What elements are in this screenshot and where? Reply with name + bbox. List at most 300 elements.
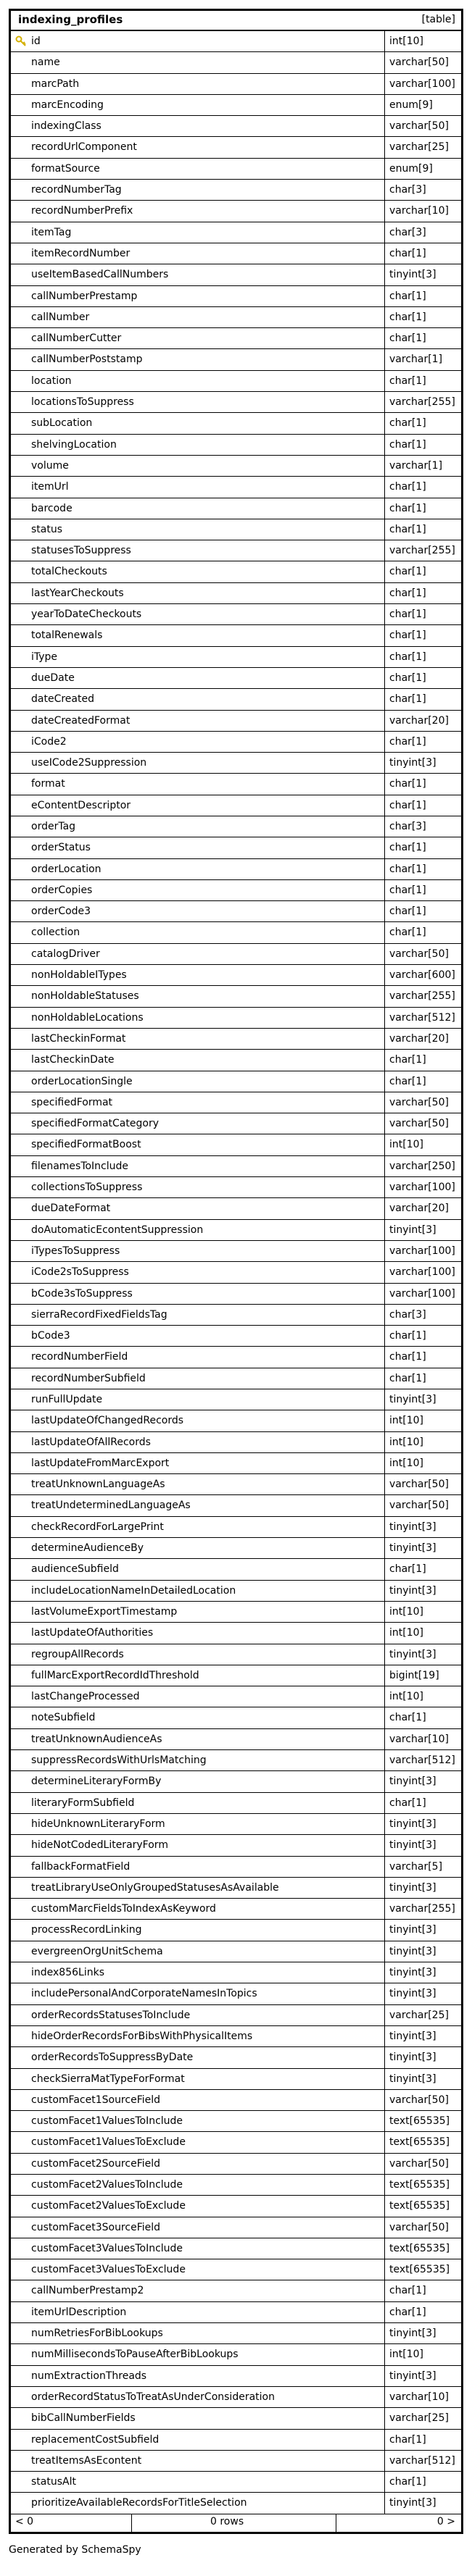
column-type: char[1] <box>389 2476 426 2488</box>
column-name[interactable]: suppressRecordsWithUrlsMatching <box>11 1750 385 1770</box>
column-name[interactable]: volume <box>11 456 385 476</box>
table-row <box>11 625 461 646</box>
column-type: varchar[100] <box>389 1287 455 1300</box>
column-name[interactable]: customFacet2ValuesToInclude <box>11 2175 385 2195</box>
column-name[interactable]: recordNumberField <box>11 1347 385 1367</box>
column-name[interactable]: hideUnknownLiteraryForm <box>11 1814 385 1834</box>
table-row <box>11 1899 461 1920</box>
table-row <box>11 774 461 795</box>
table-row <box>11 1581 461 1602</box>
column-name[interactable]: index856Links <box>11 1962 385 1983</box>
column-name[interactable]: iTypesToSuppress <box>11 1241 385 1261</box>
table-row <box>11 1707 461 1728</box>
column-name[interactable]: barcode <box>11 498 385 519</box>
column-name[interactable]: totalCheckouts <box>11 561 385 582</box>
table-row <box>11 74 461 95</box>
column-type: char[1] <box>389 587 426 599</box>
column-type: tinyint[3] <box>389 1776 436 1788</box>
column-name[interactable]: lastUpdateOfAuthorities <box>11 1623 385 1643</box>
table-row <box>11 159 461 180</box>
column-type: varchar[100] <box>389 1182 455 1194</box>
column-type: tinyint[3] <box>389 1818 436 1830</box>
column-name[interactable]: marcEncoding <box>11 95 385 115</box>
column-name[interactable]: location <box>11 371 385 391</box>
column-name[interactable]: checkRecordForLargePrint <box>11 1517 385 1537</box>
column-type: varchar[255] <box>389 545 455 557</box>
table-row <box>11 965 461 986</box>
column-type: varchar[100] <box>389 1266 455 1279</box>
column-name[interactable]: iCode2 <box>11 732 385 752</box>
column-name[interactable]: dateCreatedFormat <box>11 711 385 731</box>
column-name[interactable]: bCode3sToSuppress <box>11 1284 385 1304</box>
column-type: char[1] <box>389 1372 426 1384</box>
table-row <box>11 1305 461 1326</box>
table-row <box>11 1538 461 1559</box>
column-type: varchar[50] <box>389 57 449 69</box>
table-row <box>11 243 461 264</box>
column-name[interactable]: checkSierraMatTypeForFormat <box>11 2069 385 2089</box>
table-row <box>11 859 461 880</box>
table-row <box>11 2238 461 2259</box>
table-row <box>11 1368 461 1389</box>
column-type: enum[9] <box>389 162 433 175</box>
column-name[interactable]: format <box>11 774 385 794</box>
column-name[interactable]: subLocation <box>11 413 385 433</box>
table-row <box>11 1729 461 1750</box>
footer-right-children[interactable]: 0 > <box>436 2515 455 2527</box>
table-row <box>11 816 461 837</box>
column-type: char[1] <box>389 1351 426 1363</box>
column-name[interactable]: bCode3 <box>11 1326 385 1346</box>
column-name[interactable]: orderLocation <box>11 859 385 879</box>
column-name[interactable]: specifiedFormatCategory <box>11 1113 385 1134</box>
column-name[interactable]: hideNotCodedLiteraryForm <box>11 1835 385 1855</box>
table-title[interactable]: indexing_profiles <box>18 13 123 26</box>
table-row <box>11 1177 461 1198</box>
column-name[interactable]: doAutomaticEcontentSuppression <box>11 1220 385 1240</box>
column-name[interactable]: itemTag <box>11 222 385 243</box>
column-name[interactable]: hideOrderRecordsForBibsWithPhysicalItems <box>11 2026 385 2046</box>
column-type: bigint[19] <box>389 1669 439 1681</box>
column-type: varchar[20] <box>389 714 449 727</box>
table-row <box>11 1962 461 1983</box>
table-row <box>11 1134 461 1155</box>
table-row <box>11 2366 461 2387</box>
table-row <box>11 689 461 710</box>
column-type: varchar[5] <box>389 1860 443 1873</box>
column-type: varchar[100] <box>389 1245 455 1257</box>
column-type: char[1] <box>389 842 426 854</box>
column-name[interactable]: customFacet3ValuesToInclude <box>11 2238 385 2259</box>
table-row <box>11 1644 461 1665</box>
column-name[interactable]: dateCreated <box>11 689 385 709</box>
table-row <box>11 1284 461 1305</box>
table-row <box>11 2090 461 2111</box>
column-name[interactable]: numExtractionThreads <box>11 2366 385 2386</box>
column-type: int[10] <box>389 1605 423 1618</box>
table-row <box>11 95 461 116</box>
table-row <box>11 286 461 307</box>
column-name[interactable]: lastUpdateOfAllRecords <box>11 1432 385 1452</box>
column-type: char[1] <box>389 375 426 387</box>
column-type: varchar[50] <box>389 1500 449 1512</box>
table-header <box>11 11 461 31</box>
column-type: varchar[20] <box>389 1032 449 1045</box>
column-type: varchar[255] <box>389 1903 455 1915</box>
column-name[interactable]: customMarcFieldsToIndexAsKeyword <box>11 1899 385 1919</box>
column-type: char[1] <box>389 1563 426 1576</box>
column-type: char[1] <box>389 672 426 684</box>
table-kind-label: [table] <box>421 14 455 25</box>
column-name[interactable]: numMillisecondsToPauseAfterBibLookups <box>11 2344 385 2364</box>
column-name[interactable]: orderTag <box>11 816 385 837</box>
column-type: char[1] <box>389 1712 426 1724</box>
column-name[interactable]: lastUpdateOfChangedRecords <box>11 1410 385 1431</box>
table-row <box>11 1071 461 1092</box>
column-type: varchar[10] <box>389 2391 449 2403</box>
footer-divider <box>131 2514 132 2532</box>
table-row <box>11 2280 461 2301</box>
table-row <box>11 1029 461 1050</box>
column-name[interactable]: iCode2sToSuppress <box>11 1262 385 1282</box>
table-row <box>11 2047 461 2068</box>
column-type: varchar[512] <box>389 1755 455 1767</box>
column-type: int[10] <box>389 35 423 47</box>
table-row <box>11 1156 461 1177</box>
column-type: varchar[255] <box>389 396 455 409</box>
column-name[interactable]: determineAudienceBy <box>11 1538 385 1558</box>
column-name[interactable]: itemRecordNumber <box>11 243 385 264</box>
table-row <box>11 1410 461 1431</box>
column-type: tinyint[3] <box>389 1881 436 1894</box>
column-type: char[1] <box>389 927 426 939</box>
table-row <box>11 1835 461 1856</box>
column-type: tinyint[3] <box>389 1839 436 1852</box>
column-type: tinyint[3] <box>389 757 436 769</box>
column-type: char[1] <box>389 417 426 430</box>
column-type: char[1] <box>389 438 426 451</box>
column-type: char[1] <box>389 247 426 259</box>
column-type: char[1] <box>389 1075 426 1087</box>
column-name[interactable]: treatUndeterminedLanguageAs <box>11 1495 385 1515</box>
column-name[interactable]: lastVolumeExportTimestamp <box>11 1602 385 1622</box>
column-name[interactable]: callNumberPrestamp2 <box>11 2280 385 2301</box>
column-type: text[65535] <box>389 2178 450 2191</box>
column-type: tinyint[3] <box>389 2328 436 2340</box>
column-name[interactable]: lastCheckinDate <box>11 1050 385 1070</box>
table-row <box>11 1793 461 1814</box>
table-row <box>11 2387 461 2408</box>
column-type: varchar[1] <box>389 459 443 472</box>
table-row <box>11 1474 461 1495</box>
column-name[interactable]: recordNumberSubfield <box>11 1368 385 1389</box>
column-name[interactable]: recordNumberPrefix <box>11 201 385 221</box>
column-name[interactable]: bibCallNumberFields <box>11 2408 385 2428</box>
table-row <box>11 392 461 413</box>
table-row <box>11 2196 461 2217</box>
column-name[interactable]: processRecordLinking <box>11 1920 385 1940</box>
table-row <box>11 1241 461 1262</box>
column-name[interactable]: statusesToSuppress <box>11 540 385 561</box>
table-row <box>11 604 461 625</box>
column-name[interactable]: treatUnknownAudienceAs <box>11 1729 385 1749</box>
table-row <box>11 2175 461 2196</box>
column-name[interactable]: filenamesToInclude <box>11 1156 385 1176</box>
column-name[interactable]: iType <box>11 647 385 667</box>
column-type: tinyint[3] <box>389 1224 436 1236</box>
column-name[interactable]: name <box>11 52 385 72</box>
column-name[interactable]: evergreenOrgUnitSchema <box>11 1941 385 1962</box>
column-name[interactable]: orderLocationSingle <box>11 1071 385 1092</box>
column-name[interactable]: indexingClass <box>11 116 385 136</box>
table-footer <box>11 2514 461 2532</box>
column-type: varchar[25] <box>389 2009 449 2021</box>
column-type: varchar[25] <box>389 141 449 154</box>
column-type: varchar[255] <box>389 990 455 1003</box>
column-name[interactable]: numRetriesForBibLookups <box>11 2323 385 2343</box>
column-type: char[1] <box>389 693 426 706</box>
table-row <box>11 1623 461 1644</box>
column-type: tinyint[3] <box>389 2030 436 2042</box>
column-name[interactable]: orderRecordsToSuppressByDate <box>11 2047 385 2067</box>
column-type: char[1] <box>389 481 426 493</box>
table-row <box>11 477 461 498</box>
table-row <box>11 1814 461 1835</box>
column-name[interactable]: orderRecordStatusToTreatAsUnderConsideration <box>11 2387 385 2407</box>
column-name[interactable]: runFullUpdate <box>11 1389 385 1410</box>
table-row <box>11 413 461 434</box>
column-name[interactable]: shelvingLocation <box>11 435 385 455</box>
table-row <box>11 1878 461 1899</box>
table-row <box>11 349 461 370</box>
column-name[interactable]: status <box>11 519 385 540</box>
column-type: tinyint[3] <box>389 2073 436 2085</box>
column-name[interactable]: orderStatus <box>11 837 385 858</box>
footer-row-count[interactable]: 0 rows <box>210 2515 244 2527</box>
table-row <box>11 180 461 201</box>
table-row <box>11 1495 461 1516</box>
column-name[interactable]: callNumber <box>11 307 385 327</box>
column-name[interactable]: lastChangeProcessed <box>11 1686 385 1707</box>
table-row <box>11 307 461 328</box>
column-name[interactable]: includePersonalAndCorporateNamesInTopics <box>11 1983 385 2004</box>
table-row <box>11 1941 461 1962</box>
column-name[interactable]: lastYearCheckouts <box>11 583 385 603</box>
column-name[interactable]: dueDate <box>11 668 385 688</box>
table-row <box>11 31 461 52</box>
column-name[interactable]: customFacet2ValuesToExclude <box>11 2196 385 2216</box>
table-row <box>11 1750 461 1771</box>
column-name[interactable]: totalRenewals <box>11 625 385 645</box>
column-name[interactable]: treatItemsAsEcontent <box>11 2451 385 2471</box>
table-row <box>11 1389 461 1410</box>
column-type: tinyint[3] <box>389 1648 436 1660</box>
column-type: varchar[25] <box>389 2412 449 2425</box>
column-name[interactable]: orderCode3 <box>11 901 385 921</box>
column-type: char[1] <box>389 651 426 663</box>
column-type: int[10] <box>389 1627 423 1639</box>
table-row <box>11 201 461 222</box>
column-name[interactable]: nonHoldableITypes <box>11 965 385 985</box>
column-type: char[1] <box>389 863 426 875</box>
column-name[interactable]: dueDateFormat <box>11 1198 385 1218</box>
table-row <box>11 2344 461 2365</box>
column-name[interactable]: formatSource <box>11 159 385 179</box>
column-type: tinyint[3] <box>389 1542 436 1555</box>
table-row <box>11 2493 461 2514</box>
column-name[interactable]: customFacet1ValuesToExclude <box>11 2132 385 2152</box>
column-type: tinyint[3] <box>389 2370 436 2382</box>
column-name[interactable]: catalogDriver <box>11 944 385 964</box>
table-row <box>11 1113 461 1134</box>
column-name[interactable]: lastCheckinFormat <box>11 1029 385 1049</box>
column-type: int[10] <box>389 1457 423 1469</box>
column-name[interactable]: lastUpdateFromMarcExport <box>11 1453 385 1473</box>
table-row <box>11 1517 461 1538</box>
column-name[interactable]: prioritizeAvailableRecordsForTitleSelection <box>11 2493 385 2513</box>
column-type: char[3] <box>389 226 426 238</box>
column-type: char[1] <box>389 2285 426 2297</box>
table-row <box>11 1686 461 1707</box>
table-row <box>11 435 461 456</box>
column-name[interactable]: replacementCostSubfield <box>11 2430 385 2450</box>
table-row <box>11 264 461 285</box>
column-name[interactable]: collectionsToSuppress <box>11 1177 385 1197</box>
column-type: char[1] <box>389 884 426 896</box>
column-type: tinyint[3] <box>389 269 436 281</box>
table-row <box>11 583 461 604</box>
column-name[interactable]: eContentDescriptor <box>11 795 385 816</box>
column-name[interactable]: orderCopies <box>11 880 385 900</box>
column-name[interactable]: treatUnknownLanguageAs <box>11 1474 385 1494</box>
column-name[interactable]: customFacet1SourceField <box>11 2090 385 2110</box>
column-name[interactable]: useItemBasedCallNumbers <box>11 264 385 285</box>
column-name[interactable]: literaryFormSubfield <box>11 1793 385 1813</box>
column-name[interactable]: locationsToSuppress <box>11 392 385 412</box>
column-type: char[1] <box>389 311 426 323</box>
column-name[interactable]: specifiedFormat <box>11 1092 385 1113</box>
column-name[interactable]: nonHoldableStatuses <box>11 986 385 1006</box>
column-type: text[65535] <box>389 2200 450 2212</box>
column-type: varchar[10] <box>389 205 449 217</box>
column-type: char[1] <box>389 523 426 535</box>
column-type: char[1] <box>389 502 426 514</box>
column-name[interactable]: callNumberPrestamp <box>11 286 385 306</box>
column-type: char[1] <box>389 333 426 345</box>
column-name[interactable]: recordUrlComponent <box>11 137 385 157</box>
column-name[interactable]: statusAlt <box>11 2472 385 2492</box>
column-type: text[65535] <box>389 2242 450 2254</box>
column-name[interactable]: specifiedFormatBoost <box>11 1134 385 1155</box>
column-type: varchar[50] <box>389 2157 449 2170</box>
table-row <box>11 922 461 943</box>
column-type: text[65535] <box>389 2136 450 2149</box>
table-row <box>11 837 461 858</box>
column-name[interactable]: callNumberPoststamp <box>11 349 385 369</box>
column-type: varchar[50] <box>389 1118 449 1130</box>
table-row <box>11 944 461 965</box>
column-name[interactable]: audienceSubfield <box>11 1559 385 1579</box>
column-name[interactable]: fullMarcExportRecordIdThreshold <box>11 1665 385 1686</box>
table-row <box>11 795 461 816</box>
column-type: char[1] <box>389 906 426 918</box>
table-row <box>11 732 461 753</box>
column-type: varchar[20] <box>389 1203 449 1215</box>
column-name[interactable]: sierraRecordFixedFieldsTag <box>11 1305 385 1325</box>
column-type: char[1] <box>389 735 426 748</box>
column-type: varchar[50] <box>389 2221 449 2233</box>
table-row <box>11 2069 461 2090</box>
column-type: tinyint[3] <box>389 1521 436 1533</box>
table-row <box>11 2259 461 2280</box>
column-name[interactable]: id <box>11 31 385 51</box>
table-row <box>11 711 461 732</box>
column-type: char[1] <box>389 1330 426 1342</box>
column-name[interactable]: customFacet1ValuesToInclude <box>11 2111 385 2131</box>
column-type: text[65535] <box>389 2115 450 2128</box>
column-name[interactable]: marcPath <box>11 74 385 94</box>
column-name[interactable]: yearToDateCheckouts <box>11 604 385 624</box>
column-name[interactable]: noteSubfield <box>11 1707 385 1728</box>
table-row <box>11 1220 461 1241</box>
table-row <box>11 1559 461 1580</box>
table-row <box>11 540 461 561</box>
table-row <box>11 2472 461 2493</box>
column-name[interactable]: regroupAllRecords <box>11 1644 385 1665</box>
column-name[interactable]: customFacet3SourceField <box>11 2217 385 2238</box>
column-type: tinyint[3] <box>389 1967 436 1979</box>
column-name[interactable]: collection <box>11 922 385 942</box>
table-row <box>11 328 461 349</box>
table-row <box>11 498 461 519</box>
column-type: varchar[50] <box>389 1479 449 1491</box>
column-name[interactable]: useICode2Suppression <box>11 753 385 773</box>
table-row <box>11 1008 461 1029</box>
column-name[interactable]: itemUrl <box>11 477 385 497</box>
table-row <box>11 1050 461 1071</box>
column-type: char[1] <box>389 2433 426 2446</box>
column-type: char[1] <box>389 778 426 790</box>
column-name[interactable]: determineLiteraryFormBy <box>11 1771 385 1791</box>
column-type: char[1] <box>389 799 426 811</box>
column-type: varchar[1] <box>389 354 443 366</box>
column-type: char[3] <box>389 820 426 832</box>
column-name[interactable]: fallbackFormatField <box>11 1857 385 1877</box>
column-type: varchar[512] <box>389 2454 455 2467</box>
column-name[interactable]: nonHoldableLocations <box>11 1008 385 1028</box>
column-name[interactable]: customFacet3ValuesToExclude <box>11 2259 385 2280</box>
column-name[interactable]: itemUrlDescription <box>11 2302 385 2322</box>
column-type: char[1] <box>389 566 426 578</box>
column-name[interactable]: orderRecordsStatusesToInclude <box>11 2005 385 2025</box>
footer-left-parents[interactable]: < 0 <box>15 2515 34 2527</box>
column-name[interactable]: includeLocationNameInDetailedLocation <box>11 1581 385 1601</box>
table-row <box>11 2154 461 2175</box>
column-name[interactable]: recordNumberTag <box>11 180 385 200</box>
table-row <box>11 116 461 137</box>
column-name[interactable]: callNumberCutter <box>11 328 385 348</box>
table-box <box>9 9 463 2534</box>
column-name[interactable]: customFacet2SourceField <box>11 2154 385 2174</box>
column-type: char[3] <box>389 184 426 196</box>
table-row <box>11 2323 461 2344</box>
column-type: int[10] <box>389 2349 423 2361</box>
table-row <box>11 1857 461 1878</box>
table-row <box>11 986 461 1007</box>
table-row <box>11 753 461 774</box>
column-name[interactable]: treatLibraryUseOnlyGroupedStatusesAsAvailable <box>11 1878 385 1898</box>
table-row <box>11 52 461 73</box>
